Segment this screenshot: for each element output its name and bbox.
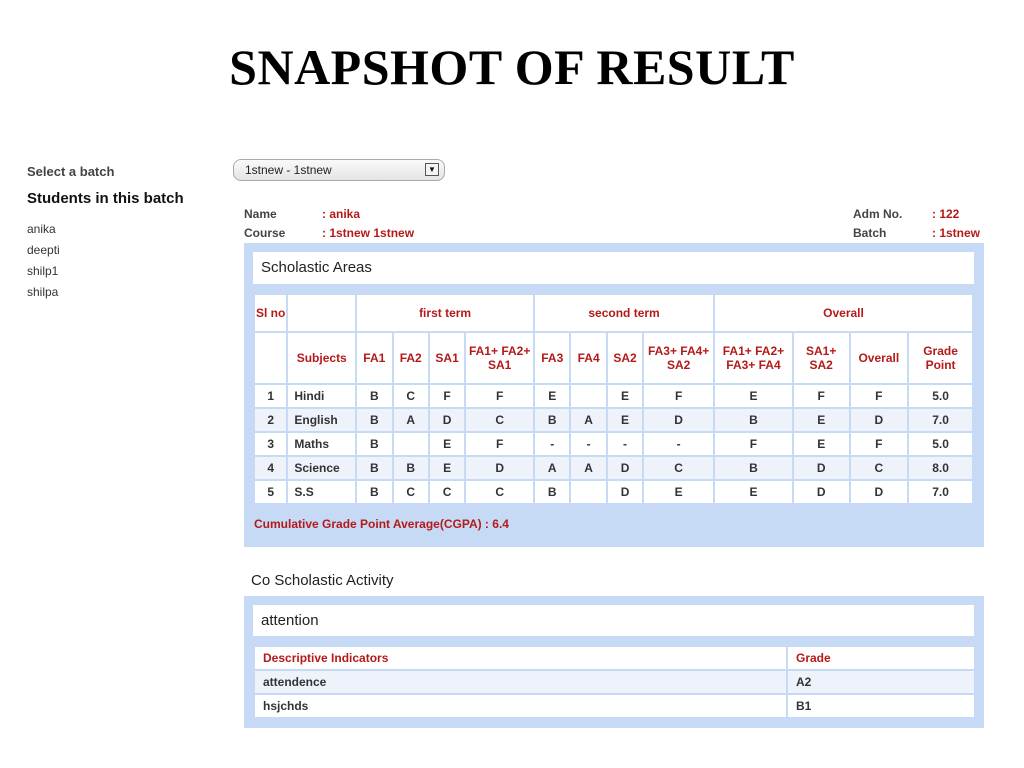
table-cell: - — [607, 432, 643, 456]
table-cell: 3 — [254, 432, 287, 456]
student-link-shilp1[interactable]: shilp1 — [27, 264, 59, 278]
co-scholastic-heading: Co Scholastic Activity — [251, 572, 394, 589]
student-link-deepti[interactable]: deepti — [27, 243, 60, 257]
table-cell: B — [534, 408, 570, 432]
grade-header: Grade — [787, 646, 975, 670]
table-cell: C — [393, 480, 429, 504]
table-cell: 4 — [254, 456, 287, 480]
table-cell: D — [850, 480, 909, 504]
table-cell: A — [393, 408, 429, 432]
adm-value: : 122 — [932, 207, 960, 221]
column-header: SA1+ SA2 — [793, 332, 850, 384]
co-scholastic-table — [253, 645, 976, 719]
student-link-shilpa[interactable]: shilpa — [27, 285, 59, 299]
table-cell: B — [356, 408, 392, 432]
table-row — [254, 408, 973, 432]
column-header: FA4 — [570, 332, 606, 384]
table-cell: E — [429, 456, 465, 480]
table-row — [254, 456, 973, 480]
table-cell: F — [793, 384, 850, 408]
students-heading: Students in this batch — [27, 190, 184, 207]
table-cell: 2 — [254, 408, 287, 432]
table-cell: F — [465, 432, 534, 456]
name-label: Name — [244, 207, 277, 221]
adm-label: Adm No. — [853, 207, 903, 221]
column-header: FA3 — [534, 332, 570, 384]
attention-title: attention — [253, 605, 974, 636]
table-cell: C — [850, 456, 909, 480]
column-header: Grade Point — [908, 332, 973, 384]
table-cell: F — [465, 384, 534, 408]
table-cell: D — [793, 480, 850, 504]
table-cell: E — [607, 384, 643, 408]
grade-cell: B1 — [787, 694, 975, 718]
column-header: SA1 — [429, 332, 465, 384]
blank-subheader — [254, 332, 287, 384]
table-cell: B — [356, 432, 392, 456]
table-cell — [570, 384, 606, 408]
table-cell: F — [429, 384, 465, 408]
course-label: Course — [244, 226, 286, 240]
column-header: SA2 — [607, 332, 643, 384]
scholastic-title: Scholastic Areas — [253, 252, 974, 284]
table-cell: E — [793, 408, 850, 432]
grade-cell: A2 — [787, 670, 975, 694]
column-header: FA2 — [393, 332, 429, 384]
table-cell: D — [850, 408, 909, 432]
subject-cell: Science — [287, 456, 356, 480]
name-value: : anika — [322, 207, 361, 221]
second-term-header: second term — [534, 294, 714, 332]
table-cell: F — [850, 384, 909, 408]
table-cell: 7.0 — [908, 408, 973, 432]
table-cell: C — [465, 480, 534, 504]
table-cell — [570, 480, 606, 504]
table-cell: D — [793, 456, 850, 480]
batch-select[interactable] — [233, 159, 445, 181]
table-cell: D — [465, 456, 534, 480]
scholastic-panel — [244, 243, 984, 547]
name-row — [244, 207, 277, 221]
table-cell: - — [534, 432, 570, 456]
table-cell: F — [714, 432, 793, 456]
table-row — [254, 384, 973, 408]
column-header: FA3+ FA4+ SA2 — [643, 332, 714, 384]
table-row — [254, 670, 975, 694]
table-cell: E — [643, 480, 714, 504]
table-cell: F — [850, 432, 909, 456]
table-cell: C — [429, 480, 465, 504]
table-cell — [393, 432, 429, 456]
batch-label: Batch — [853, 226, 887, 240]
batch-select-value: 1stnew - 1stnew — [245, 163, 332, 177]
dropdown-arrow-icon[interactable]: ▼ — [425, 163, 439, 176]
table-cell: E — [714, 480, 793, 504]
table-cell: B — [393, 456, 429, 480]
table-cell: D — [607, 456, 643, 480]
table-cell: E — [534, 384, 570, 408]
table-cell: B — [356, 384, 392, 408]
table-cell: B — [356, 480, 392, 504]
table-cell: C — [643, 456, 714, 480]
table-cell: E — [793, 432, 850, 456]
table-cell: A — [534, 456, 570, 480]
table-cell: 5.0 — [908, 384, 973, 408]
co-scholastic-panel — [244, 596, 984, 728]
select-batch-label: Select a batch — [27, 164, 115, 179]
column-header: FA1+ FA2+ FA3+ FA4 — [714, 332, 793, 384]
indicator-cell: hsjchds — [254, 694, 787, 718]
subject-cell: English — [287, 408, 356, 432]
table-cell: E — [714, 384, 793, 408]
table-cell: A — [570, 456, 606, 480]
course-value: : 1stnew 1stnew — [322, 226, 415, 240]
table-cell: D — [429, 408, 465, 432]
indicator-header: Descriptive Indicators — [254, 646, 787, 670]
table-cell: C — [393, 384, 429, 408]
table-cell: A — [570, 408, 606, 432]
subject-cell: S.S — [287, 480, 356, 504]
table-row — [254, 694, 975, 718]
column-header: FA1+ FA2+ SA1 — [465, 332, 534, 384]
table-cell: - — [570, 432, 606, 456]
table-row — [254, 480, 973, 504]
cgpa-text: Cumulative Grade Point Average(CGPA) : 6.4 — [254, 517, 509, 531]
sl-no-header: Sl no — [254, 294, 287, 332]
overall-group-header: Overall — [714, 294, 973, 332]
table-cell: F — [643, 384, 714, 408]
table-cell: 7.0 — [908, 480, 973, 504]
table-cell: E — [429, 432, 465, 456]
batch-value: : 1stnew — [932, 226, 981, 240]
subject-cell: Maths — [287, 432, 356, 456]
column-header: Subjects — [287, 332, 356, 384]
table-cell: B — [714, 408, 793, 432]
table-cell: D — [607, 480, 643, 504]
table-cell: B — [534, 480, 570, 504]
table-cell: - — [643, 432, 714, 456]
indicator-cell: attendence — [254, 670, 787, 694]
column-header: Overall — [850, 332, 909, 384]
table-cell: E — [607, 408, 643, 432]
table-cell: D — [643, 408, 714, 432]
scholastic-table — [253, 293, 974, 505]
slide-title: SNAPSHOT OF RESULT — [229, 39, 795, 95]
table-cell: C — [465, 408, 534, 432]
subject-cell: Hindi — [287, 384, 356, 408]
student-link-anika[interactable]: anika — [27, 222, 56, 236]
table-row — [254, 432, 973, 456]
table-cell: 8.0 — [908, 456, 973, 480]
blank-header — [287, 294, 356, 332]
column-header: FA1 — [356, 332, 392, 384]
student-list — [27, 222, 60, 306]
table-cell: B — [714, 456, 793, 480]
table-cell: 5 — [254, 480, 287, 504]
table-cell: 1 — [254, 384, 287, 408]
first-term-header: first term — [356, 294, 534, 332]
table-cell: 5.0 — [908, 432, 973, 456]
table-cell: B — [356, 456, 392, 480]
